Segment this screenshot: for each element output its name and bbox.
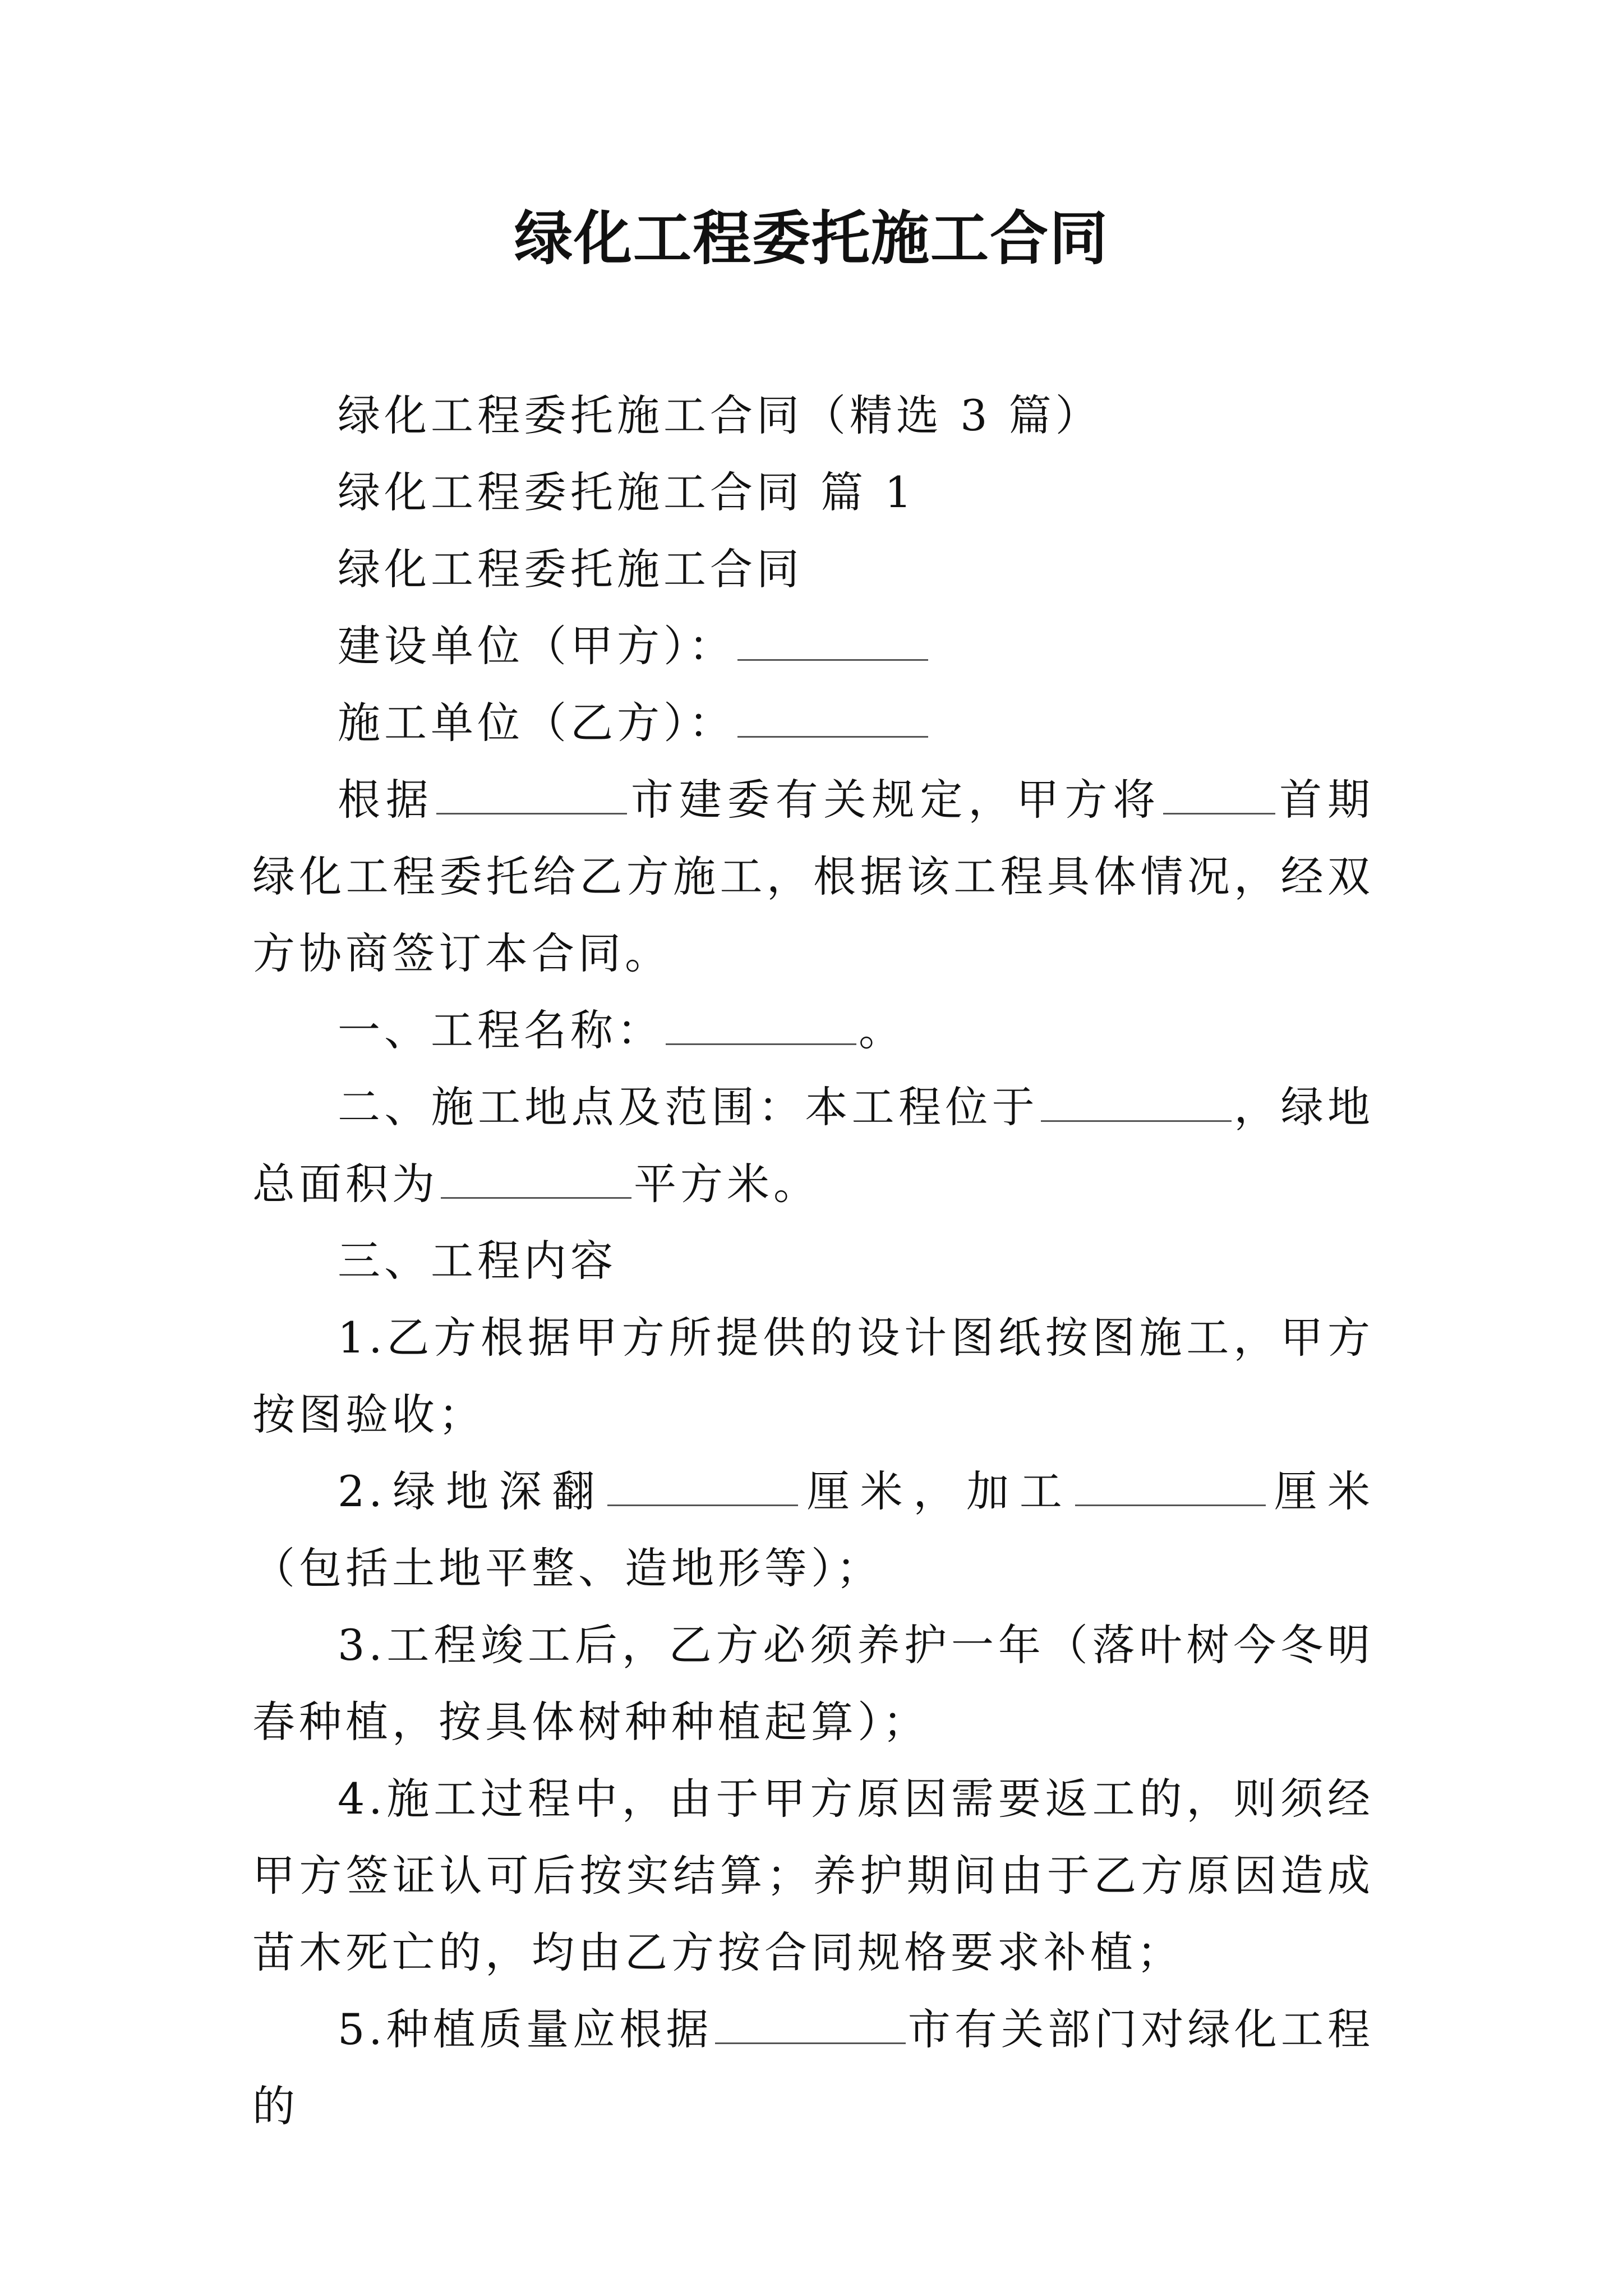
paragraph-clause-3 (252, 1222, 1374, 1299)
text: 绿化工程委托施工合同 篇 1 (338, 467, 916, 517)
paragraph-item-4 (252, 1760, 1374, 1991)
blank-line (1075, 1464, 1266, 1506)
text: 市有关部门对绿化工程的 (252, 2004, 1375, 2131)
text: 5.种植质量应根据 (338, 2004, 713, 2054)
text: 2.绿地深翻 (338, 1466, 606, 1516)
paragraph-item-5 (252, 1991, 1374, 2145)
blank-line (737, 696, 928, 738)
blank-line (737, 619, 928, 661)
paragraph-clause-2 (252, 1069, 1374, 1222)
paragraph-party-b (252, 684, 1374, 761)
paragraph-item-2 (252, 1453, 1374, 1607)
text: 根据 (338, 775, 434, 825)
paragraph-preamble (252, 761, 1374, 992)
blank-line (607, 1464, 798, 1506)
document-body (252, 377, 1374, 2145)
paragraph-selection-title (252, 377, 1374, 454)
text: 平方米。 (634, 1159, 820, 1209)
text: ，绿地总面积为 (252, 1082, 1374, 1209)
blank-line (441, 1157, 631, 1199)
text: 4.施工过程中，由于甲方原因需要返工的，则须经甲方签证认可后按实结算；养护期间由于乙方原因造成苗木死亡的，均由乙方按合同规格要求补植； (252, 1774, 1374, 1977)
text: 建设单位（甲方）： (338, 621, 735, 671)
text: 一、工程名称： (338, 1005, 663, 1055)
text: 首期绿化工程委托给乙方施工，根据该工程具体情况，经双方协商签订本合同。 (252, 775, 1374, 978)
blank-line (666, 1003, 856, 1045)
text: 施工单位（乙方）： (338, 698, 735, 748)
blank-line (715, 2002, 906, 2044)
text: 1.乙方根据甲方所提供的设计图纸按图施工，甲方按图验收； (252, 1313, 1374, 1439)
blank-line (1041, 1080, 1232, 1122)
blank-line (436, 772, 627, 815)
paragraph-part-heading (252, 454, 1374, 531)
paragraph-item-1 (252, 1299, 1374, 1453)
document-title: 绿化工程委托施工合同 (514, 204, 1109, 273)
paragraph-item-3 (252, 1607, 1374, 1760)
text: 厘米（包括土地平整、造地形等）； (252, 1466, 1375, 1593)
text: 二、施工地点及范围：本工程位于 (338, 1082, 1039, 1132)
text: 3.工程竣工后，乙方必须养护一年（落叶树今冬明春种植，按具体树种种植起算）； (252, 1620, 1374, 1747)
text: 市建委有关规定，甲方将 (629, 775, 1161, 825)
text: 绿化工程委托施工合同（精选 3 篇） (338, 390, 1102, 440)
text: 厘米，加工 (800, 1466, 1073, 1516)
paragraph-clause-1 (252, 992, 1374, 1069)
text: 。 (859, 1005, 905, 1055)
paragraph-party-a (252, 608, 1374, 684)
blank-line (1163, 772, 1275, 815)
text: 绿化工程委托施工合同 (338, 544, 803, 594)
text: 三、工程内容 (338, 1236, 617, 1286)
paragraph-contract-name (252, 531, 1374, 608)
